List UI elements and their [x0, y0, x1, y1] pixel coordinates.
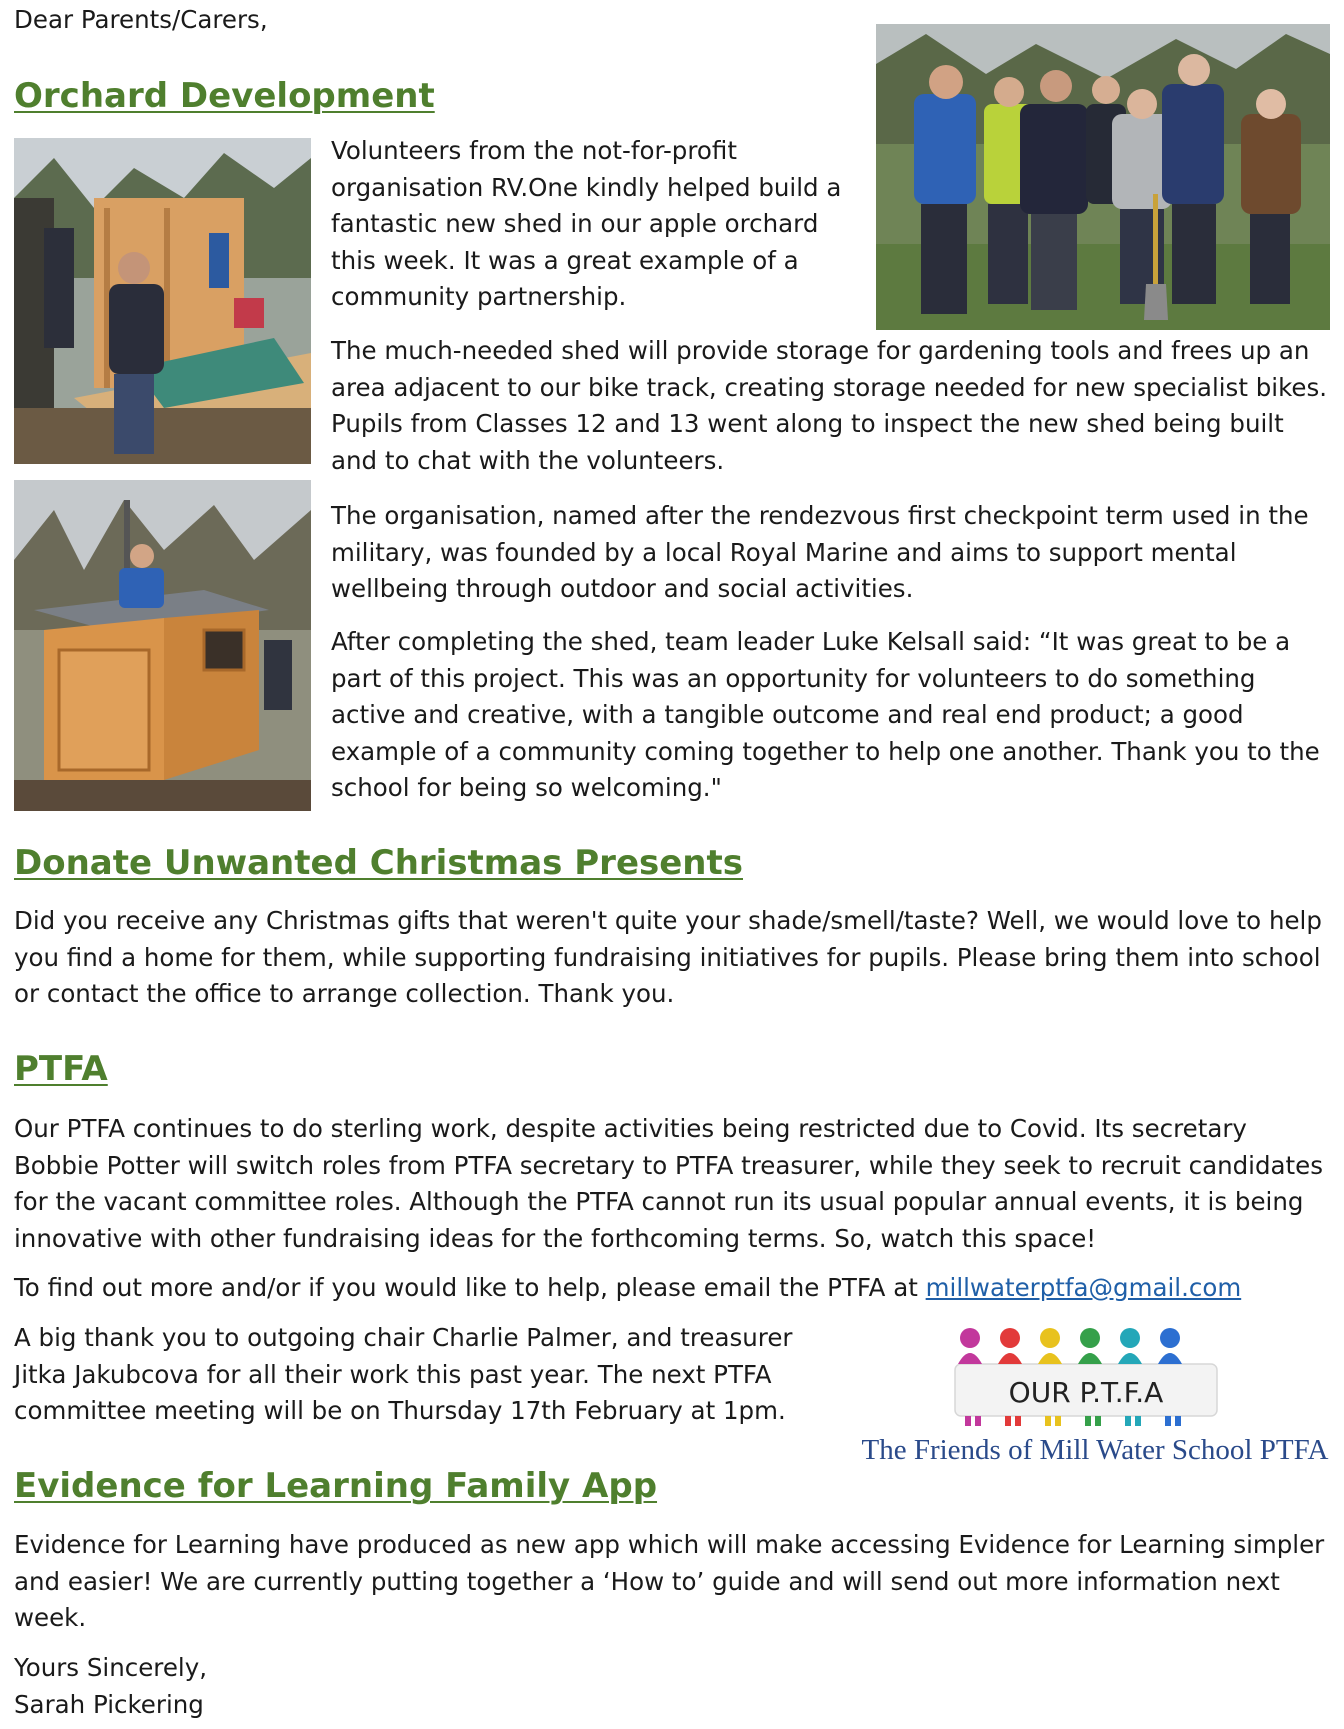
orchard-paragraph-3: [331, 498, 1337, 608]
orchard-intro-text: Volunteers from the not-for-profit organisation RV.One kindly helped build a fantastic new shed in our apple orchard this week. It was a great example of a community partnership.: [331, 136, 842, 311]
orchard-paragraph-1: [331, 133, 851, 316]
ptfa-logo-graphic: [860, 1316, 1330, 1426]
ptfa-thanks-paragraph: [14, 1320, 804, 1430]
finished-shed-photo: [14, 480, 311, 811]
efl-paragraph: [14, 1527, 1332, 1637]
signoff-closing: Yours Sincerely,: [14, 1653, 207, 1682]
greeting: Dear Parents/Carers,: [14, 5, 268, 34]
orchard-organisation-text: The organisation, named after the rendezvous first checkpoint term used in the military, was founded by a local Royal Marine and aims to support mental wellbeing through outdoor and social activities.: [331, 501, 1309, 603]
ptfa-logo: [860, 1316, 1330, 1476]
ptfa-paragraph: [14, 1111, 1332, 1257]
efl-text: Evidence for Learning have produced as new app which will make accessing Evidence for Learning simpler and easier! We are currently putting together a ‘How to’ guide and will send out more information next week.: [14, 1530, 1325, 1632]
volunteers-group-photo: [876, 24, 1330, 330]
ptfa-logo-sign-text: OUR P.T.F.A: [1008, 1376, 1164, 1409]
orchard-shed-text: The much-needed shed will provide storage for gardening tools and frees up an area adjacent to our bike track, creating storage needed for new specialist bikes. Pupils from Classes 12 and 13 went along to inspect the new shed being built and to chat with the volunteers.: [331, 336, 1328, 475]
orchard-heading: Orchard Development: [14, 76, 435, 116]
ptfa-contact: [14, 1270, 1332, 1307]
donate-paragraph: [14, 903, 1332, 1013]
ptfa-text: Our PTFA continues to do sterling work, despite activities being restricted due to Covid. Its secretary Bobbie Potter will switch roles from PTFA secretary to PTFA treasurer, while they seek to recruit candidates for the vacant committee roles. Although the PTFA cannot run its usual popular annual events, it is being innovative with other fundraising ideas for the forthcoming terms. So, watch this space!: [14, 1114, 1323, 1253]
ptfa-logo-caption: The Friends of Mill Water School PTFA: [861, 1434, 1329, 1466]
efl-heading: Evidence for Learning Family App: [14, 1466, 658, 1506]
orchard-paragraph-4: [331, 624, 1337, 807]
ptfa-contact-text: To find out more and/or if you would like to help, please email the PTFA at: [14, 1273, 926, 1302]
donate-text: Did you receive any Christmas gifts that weren't quite your shade/smell/taste? Well, we would love to help you find a home for them, while supporting fundraising initiatives for pupils. Please bring them into school or contact the office to arrange collection. Thank you.: [14, 906, 1322, 1008]
ptfa-email-link[interactable]: millwaterptfa@gmail.com: [925, 1273, 1242, 1302]
orchard-paragraph-2: [331, 333, 1337, 479]
ptfa-thanks-text: A big thank you to outgoing chair Charlie Palmer, and treasurer Jitka Jakubcova for all their work this past year. The next PTFA committee meeting will be on Thursday 17th February at 1pm.: [14, 1323, 793, 1425]
donate-heading: Donate Unwanted Christmas Presents: [14, 843, 743, 883]
ptfa-heading: PTFA: [14, 1049, 108, 1089]
orchard-quote-text: After completing the shed, team leader Luke Kelsall said: “It was great to be a part of this project. This was an opportunity for volunteers to do something active and creative, with a tangible outcome and real end product; a good example of a community coming together to help one another. Thank you to the school for being so welcoming.": [331, 627, 1320, 802]
signoff-name: Sarah Pickering: [14, 1690, 204, 1719]
shed-building-photo: [14, 138, 311, 464]
